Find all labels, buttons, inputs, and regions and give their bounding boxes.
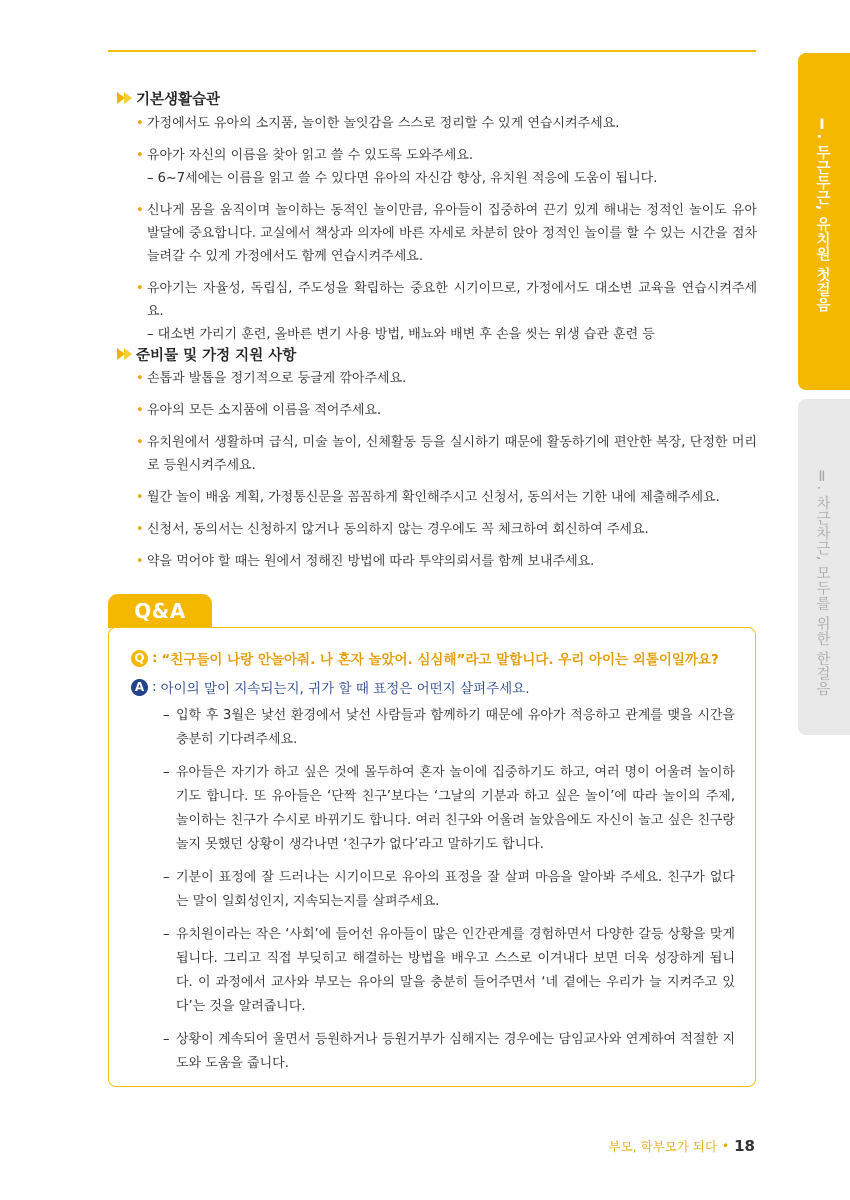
bullet-item: • 월간 놀이 배움 계획, 가정통신문을 꼼꼼하게 확인해주시고 신청서, 동의서는 기한 내에 제출해주세요.: [117, 486, 757, 509]
bullet-item: • 신청서, 동의서는 신청하지 않거나 동의하지 않는 경우에도 꼭 체크하여 회신하여 주세요.: [117, 518, 757, 541]
bullet-item: • 손톱과 발톱을 정기적으로 둥글게 깎아주세요.: [117, 367, 757, 390]
top-divider: [108, 50, 756, 52]
answer-line: [131, 677, 530, 697]
section-heading: [117, 344, 767, 364]
answer-details: [163, 704, 735, 1076]
page-footer: [609, 1137, 755, 1155]
answer-colon: :: [152, 679, 157, 695]
bullet-item: • 신나게 몸을 움직이며 놀이하는 동적인 놀이만큼, 유아들이 집중하여 끈기 있게 해내는 정적인 놀이도 유아 발달에 중요합니다. 교실에서 책상과 의자에 바른 자세로 차분히 앉아 정적인 놀이를 할 수 있는 시간을 점차 늘려갈 수 있게 가정에서도 함께 연습시켜주세요.: [117, 199, 757, 268]
answer-text: 아이의 말이 지속되는지, 귀가 할 때 표정은 어떤지 살펴주세요.: [160, 681, 530, 697]
double-chevron-icon: [117, 348, 131, 360]
double-chevron-icon: [117, 92, 131, 104]
question-icon: Q: [131, 650, 148, 667]
answer-detail-item: – 상황이 계속되어 울면서 등원하거나 등원거부가 심해지는 경우에는 담임교사와 연계하여 적절한 지도와 도움을 줍니다.: [163, 1028, 735, 1076]
bullet-item: • 유아의 모든 소지품에 이름을 적어주세요.: [117, 399, 757, 422]
bullet-item: • 약을 먹어야 할 때는 원에서 정해진 방법에 따라 투약의뢰서를 함께 보내주세요.: [117, 550, 757, 573]
bullet-item: • 유아가 자신의 이름을 찾아 읽고 쓸 수 있도록 도와주세요.: [117, 144, 757, 167]
section-basic-habits: [117, 88, 767, 346]
sub-item: – 6~7세에는 이름을 읽고 쓸 수 있다면 유아의 자신감 향상, 유치원 적응에 도움이 됩니다.: [147, 171, 658, 186]
section-heading: [117, 88, 767, 108]
side-tab-chapter-2[interactable]: [798, 399, 850, 735]
side-tab-label: Ⅰ. 두근두근, 유치원 첫걸음: [814, 117, 830, 313]
bullet-item: • 유치원에서 생활하며 급식, 미술 놀이, 신체활동 등을 실시하기 때문에 활동하기에 편안한 복장, 단정한 머리로 등원시켜주세요.: [117, 431, 757, 477]
page-number: 18: [734, 1137, 755, 1155]
side-tab-label: Ⅱ. 차근차근, 모두를 위한 한걸음: [814, 469, 830, 697]
answer-icon: A: [131, 679, 148, 696]
section-supplies-support: [117, 344, 767, 573]
side-tab-chapter-1[interactable]: [798, 53, 850, 390]
sub-item: – 대소변 가리기 훈련, 올바른 변기 사용 방법, 배뇨와 배변 후 손을 씻는 위생 습관 훈련 등: [147, 327, 655, 342]
section-title: 기본생활습관: [136, 91, 221, 108]
answer-detail-item: – 유치원이라는 작은 ‘사회’에 들어선 유아들이 많은 인간관계를 경험하면서 다양한 갈등 상황을 맞게 됩니다. 그리고 직접 부딪히고 해결하는 방법을 배우고 스스로 이겨내다 보면 더욱 성장하게 됩니다. 이 과정에서 교사와 부모는 유아의 말을 충분히 들어주면서 ‘네 곁에는 우리가 늘 지켜주고 있다’는 것을 알려줍니다.: [163, 923, 735, 1019]
bullet-item: • 유아기는 자율성, 독립심, 주도성을 확립하는 중요한 시기이므로, 가정에서도 대소변 교육을 연습시켜주세요.: [117, 277, 757, 323]
footer-title: 부모, 학부모가 되다: [608, 1139, 718, 1154]
footer-dot: •: [722, 1139, 730, 1153]
answer-detail-item: – 기분이 표정에 잘 드러나는 시기이므로 유아의 표정을 잘 살펴 마음을 알아봐 주세요. 친구가 없다는 말이 일회성인지, 지속되는지를 살펴주세요.: [163, 866, 735, 914]
answer-detail-item: – 유아들은 자기가 하고 싶은 것에 몰두하여 혼자 놀이에 집중하기도 하고, 여러 명이 어울려 놀이하기도 합니다. 또 유아들은 ‘단짝 친구’보다는 ‘그날의 기분과 하고 싶은 놀이’에 따라 놀이의 주제, 놀이하는 친구가 수시로 바뀌기도 합니다. 여러 친구와 어울려 놀았음에도 자신이 놀고 싶은 친구랑 놀지 못했던 상황이 생각나면 ‘친구가 없다’라고 말하기도 합니다.: [163, 761, 735, 857]
question-line: [131, 648, 719, 668]
question-colon: :: [152, 650, 158, 666]
answer-detail-item: – 입학 후 3월은 낯선 환경에서 낯선 사람들과 함께하기 때문에 유아가 적응하고 관계를 맺을 시간을 충분히 기다려주세요.: [163, 704, 735, 752]
question-text: “친구들이 나랑 안놀아줘. 나 혼자 놀았어. 심심해”라고 말합니다. 우리 아이는 외톨이일까요?: [161, 652, 719, 668]
qa-tag: Q&A: [108, 594, 212, 628]
section-title: 준비물 및 가정 지원 사항: [136, 347, 297, 364]
bullet-item: • 가정에서도 유아의 소지품, 놀이한 놀잇감을 스스로 정리할 수 있게 연습시켜주세요.: [117, 112, 757, 135]
